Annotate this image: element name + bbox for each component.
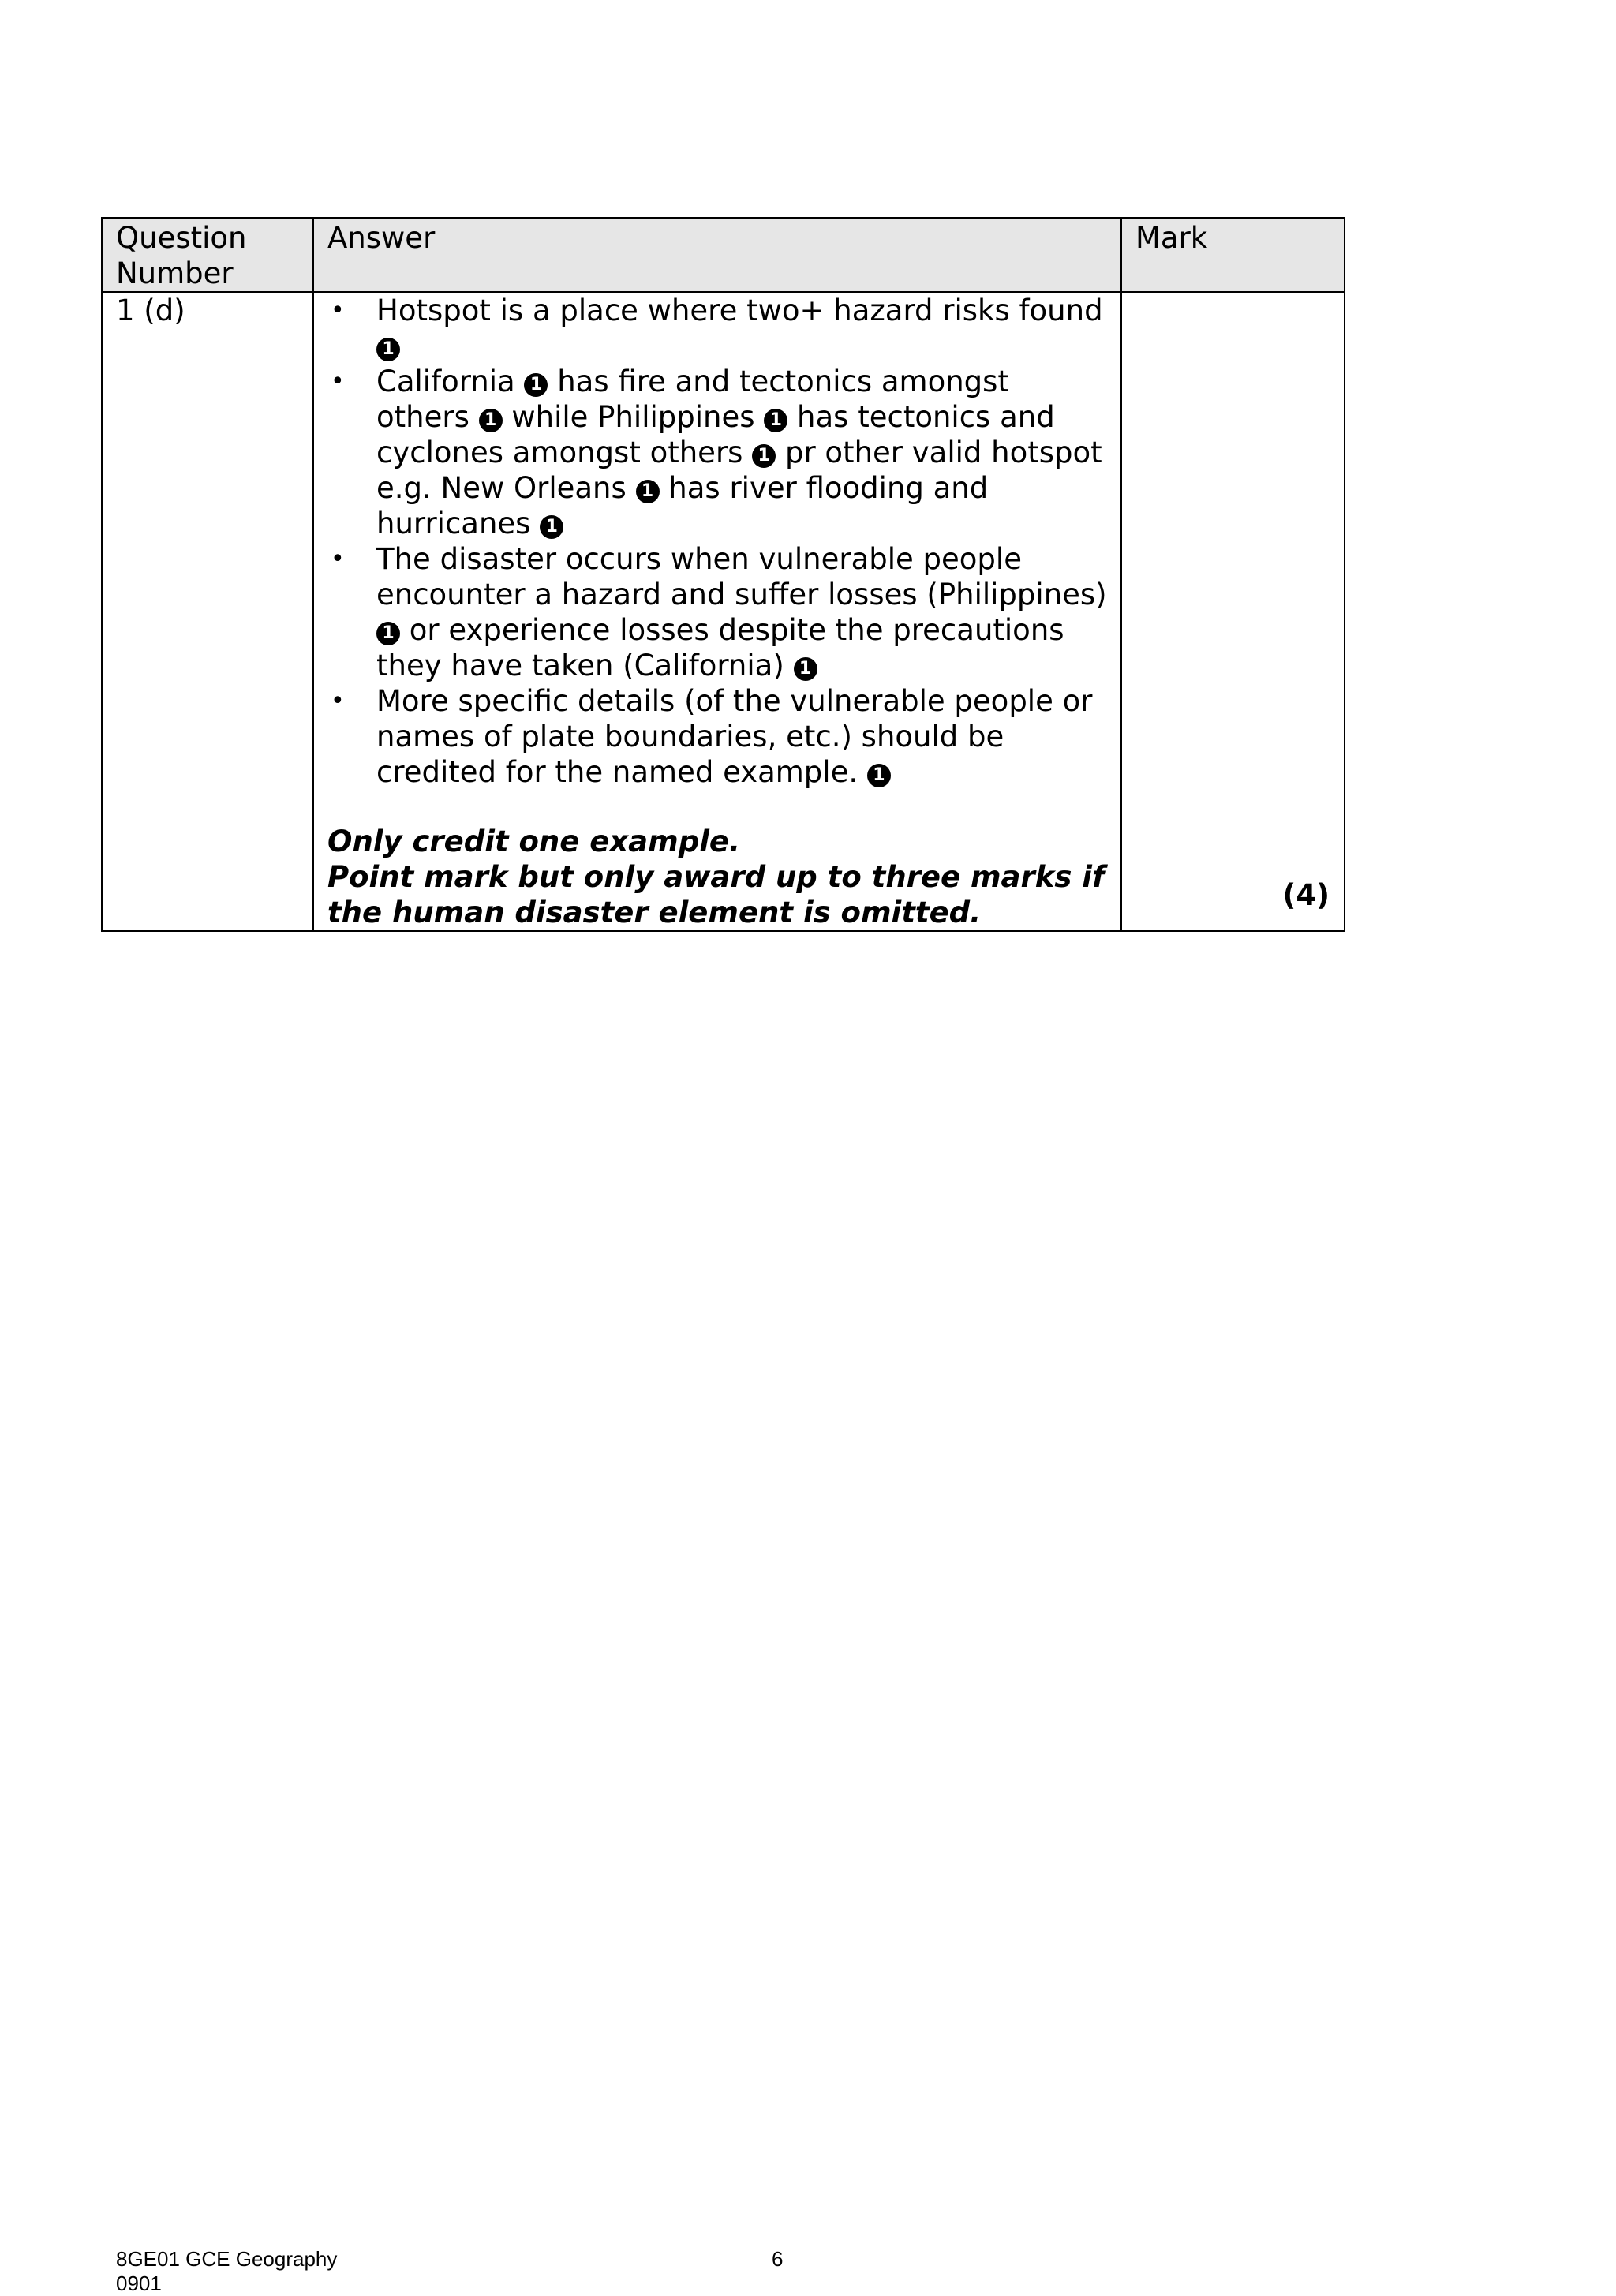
bullet-icon: • (331, 368, 345, 395)
mark-point-icon: 1 (636, 480, 660, 503)
marking-notes (327, 824, 1108, 930)
marking-note: Only credit one example. (327, 825, 741, 858)
list-item (327, 683, 1108, 790)
table-row (102, 292, 1345, 931)
mark-header: Mark (1121, 218, 1345, 292)
page-number: 6 (772, 2247, 784, 2271)
mark-point-icon: 1 (524, 373, 548, 397)
footer-code (116, 2247, 337, 2296)
question-number: 1 (d) (102, 292, 313, 931)
bullet-icon: • (331, 545, 345, 573)
answer-cell (313, 292, 1121, 931)
bullet-icon: • (331, 687, 345, 715)
answer-header: Answer (313, 218, 1121, 292)
list-item (327, 364, 1108, 541)
footer-code-line: 8GE01 GCE Geography (116, 2247, 338, 2271)
mark-total: (4) (1282, 878, 1330, 912)
mark-scheme-table (101, 217, 1345, 932)
footer-code-line: 0901 (116, 2272, 162, 2295)
answer-point-text: More specific details (of the vulnerable people or names of plate boundaries, etc.) should be credited for the named example. 1 (376, 684, 1093, 789)
mark-point-icon: 1 (540, 515, 563, 539)
question-number-header: Question Number (102, 218, 313, 292)
answer-point-text: California 1 has fire and tectonics amongst others 1 while Philippines 1 has tectonics and cyclones amongst others 1 pr other valid hotspot e.g. New Orleans 1 has river flooding and hurricanes 1 (376, 365, 1102, 540)
mark-point-icon: 1 (794, 657, 817, 681)
marking-note: Point mark but only award up to three marks if the human disaster element is omitted. (327, 860, 1105, 929)
mark-cell (1121, 292, 1345, 931)
list-item (327, 293, 1108, 364)
bullet-icon: • (331, 297, 345, 324)
mark-point-icon: 1 (764, 409, 787, 432)
list-item (327, 541, 1108, 683)
answer-point-text: The disaster occurs when vulnerable people encounter a hazard and suffer losses (Philippines) 1 or experience losses despite the precautions they have taken (California) 1 (376, 542, 1107, 682)
mark-point-icon: 1 (752, 444, 776, 468)
mark-point-icon: 1 (479, 409, 503, 432)
answer-points-list (327, 293, 1108, 790)
header-row (102, 218, 1345, 292)
mark-point-icon: 1 (867, 764, 891, 787)
mark-point-icon: 1 (376, 338, 400, 361)
mark-point-icon: 1 (376, 622, 400, 645)
answer-point-text: Hotspot is a place where two+ hazard risks found 1 (376, 294, 1103, 363)
